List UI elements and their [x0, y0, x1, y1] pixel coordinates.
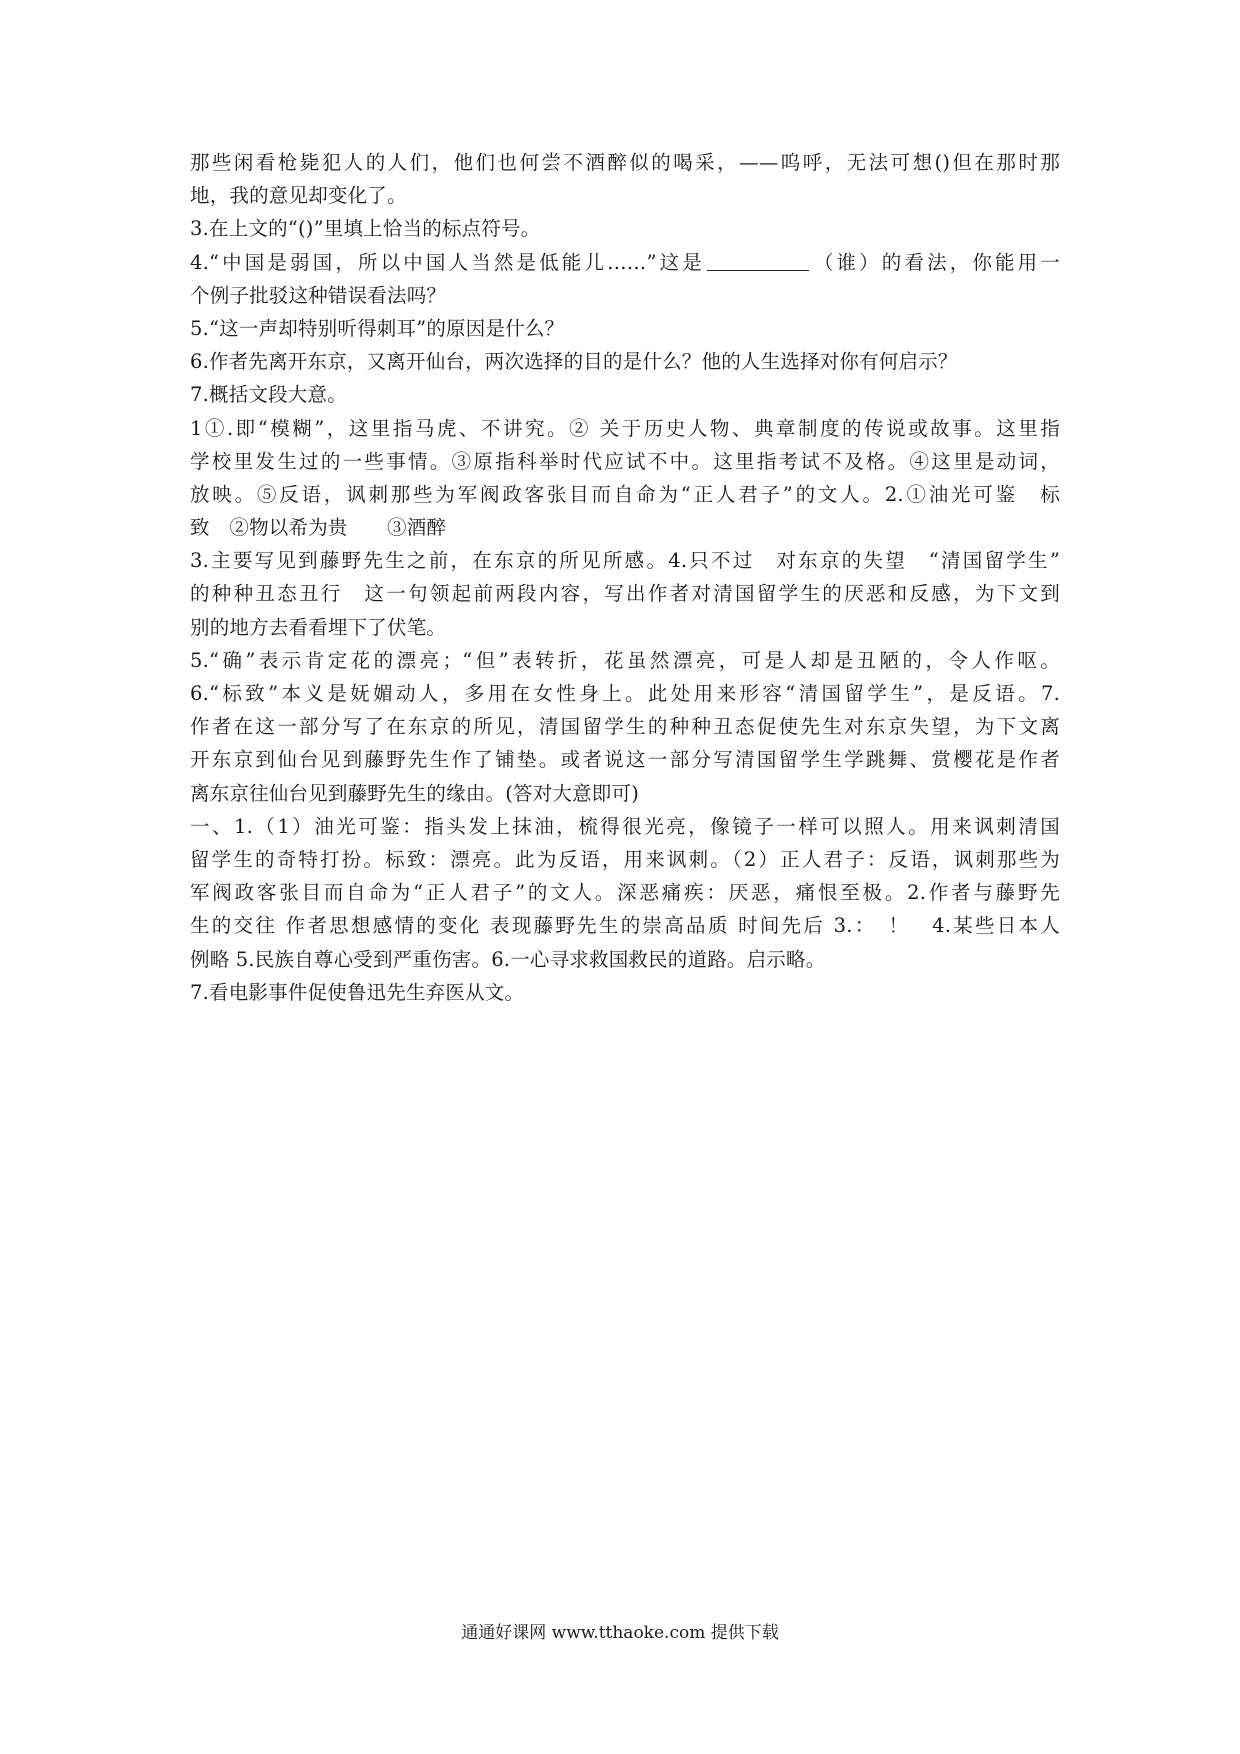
- text-line: 军阀政客张目而自命为“正人君子”的文人。深恶痛疾：厌恶，痛恨至极。2.作者与藤野先: [190, 881, 1060, 905]
- text-line: 6.“标致”本义是妩媚动人，多用在女性身上。此处用来形容“清国留学生”，是反语。7.: [190, 682, 1060, 705]
- text-line: 3.在上文的“()”里填上恰当的标点符号。: [190, 217, 541, 241]
- text-line: 1①.即“模糊”，这里指马虎、不讲究。② 关于历史人物、典章制度的传说或故事。这里指: [190, 416, 1060, 440]
- text-line: 个例子批驳这种错误看法吗？: [190, 283, 447, 307]
- fill-in-blank: [707, 250, 809, 271]
- text-line: 放映。⑤反语，讽刺那些为军阀政客张目而自命为“正人君子”的文人。2.①油光可鉴 标: [190, 482, 1060, 506]
- text-line: [190, 246, 1060, 279]
- text-line: 7.看电影事件促使鲁迅先生弃医从文。: [190, 980, 525, 1004]
- text-line: 例略 5.民族自尊心受到严重伤害。6.一心寻求救国救民的道路。启示略。: [190, 947, 826, 971]
- text-line: 离东京往仙台见到藤野先生的缘由。(答对大意即可): [190, 781, 640, 805]
- text-line-suffix: （谁）的看法，你能用一: [810, 250, 1061, 274]
- text-line: 5.“确”表示肯定花的漂亮；“但”表转折，花虽然漂亮，可是人却是丑陋的，令人作呕。: [190, 648, 1060, 672]
- document-body: [190, 146, 1060, 1009]
- text-line: 开东京到仙台见到藤野先生作了铺垫。或者说这一部分写清国留学生学跳舞、赏樱花是作者: [190, 748, 1060, 772]
- text-line: 6.作者先离开东京，又离开仙台，两次选择的目的是什么？他的人生选择对你有何启示？: [190, 350, 958, 374]
- text-line: 别的地方去看看埋下了伏笔。: [190, 615, 447, 639]
- text-line: 3.主要写见到藤野先生之前，在东京的所见所感。4.只不过 对东京的失望 “清国留学生”: [190, 549, 1060, 573]
- text-line: 生的交往 作者思想感情的变化 表现藤野先生的崇高品质 时间先后 3.： ！ 4.某些日本人: [190, 914, 1060, 938]
- text-line: 作者在这一部分写了在东京的所见，清国留学生的种种丑态促使先生对东京失望，为下文离: [190, 715, 1060, 739]
- text-line: 的种种丑态丑行 这一句领起前两段内容，写出作者对清国留学生的厌恶和反感，为下文到: [190, 582, 1060, 606]
- text-line: 地，我的意见却变化了。: [190, 184, 407, 208]
- text-line: 一、1.（1）油光可鉴：指头发上抹油，梳得很光亮，像镜子一样可以照人。用来讽刺清国: [190, 814, 1060, 838]
- footer-text: 通通好课网 www.tthaoke.com 提供下载: [461, 1623, 779, 1643]
- text-line: 致 ②物以希为贵 ③酒醉: [190, 516, 447, 540]
- text-line: 7.概括文段大意。: [190, 383, 347, 407]
- text-line: 那些闲看枪毙犯人的人们，他们也何尝不酒醉似的喝采，——呜呼，无法可想()但在那时那: [190, 151, 1060, 174]
- text-line: 留学生的奇特打扮。标致：漂亮。此为反语，用来讽刺。（2）正人君子：反语，讽刺那些为: [190, 847, 1060, 871]
- text-line-prefix: 4.“中国是弱国，所以中国人当然是低能儿……”这是: [190, 250, 705, 274]
- text-line: 5.“这一声却特别听得刺耳”的原因是什么？: [190, 316, 565, 340]
- text-line: 学校里发生过的一些事情。③原指科举时代应试不中。这里指考试不及格。④这里是动词，: [190, 449, 1060, 473]
